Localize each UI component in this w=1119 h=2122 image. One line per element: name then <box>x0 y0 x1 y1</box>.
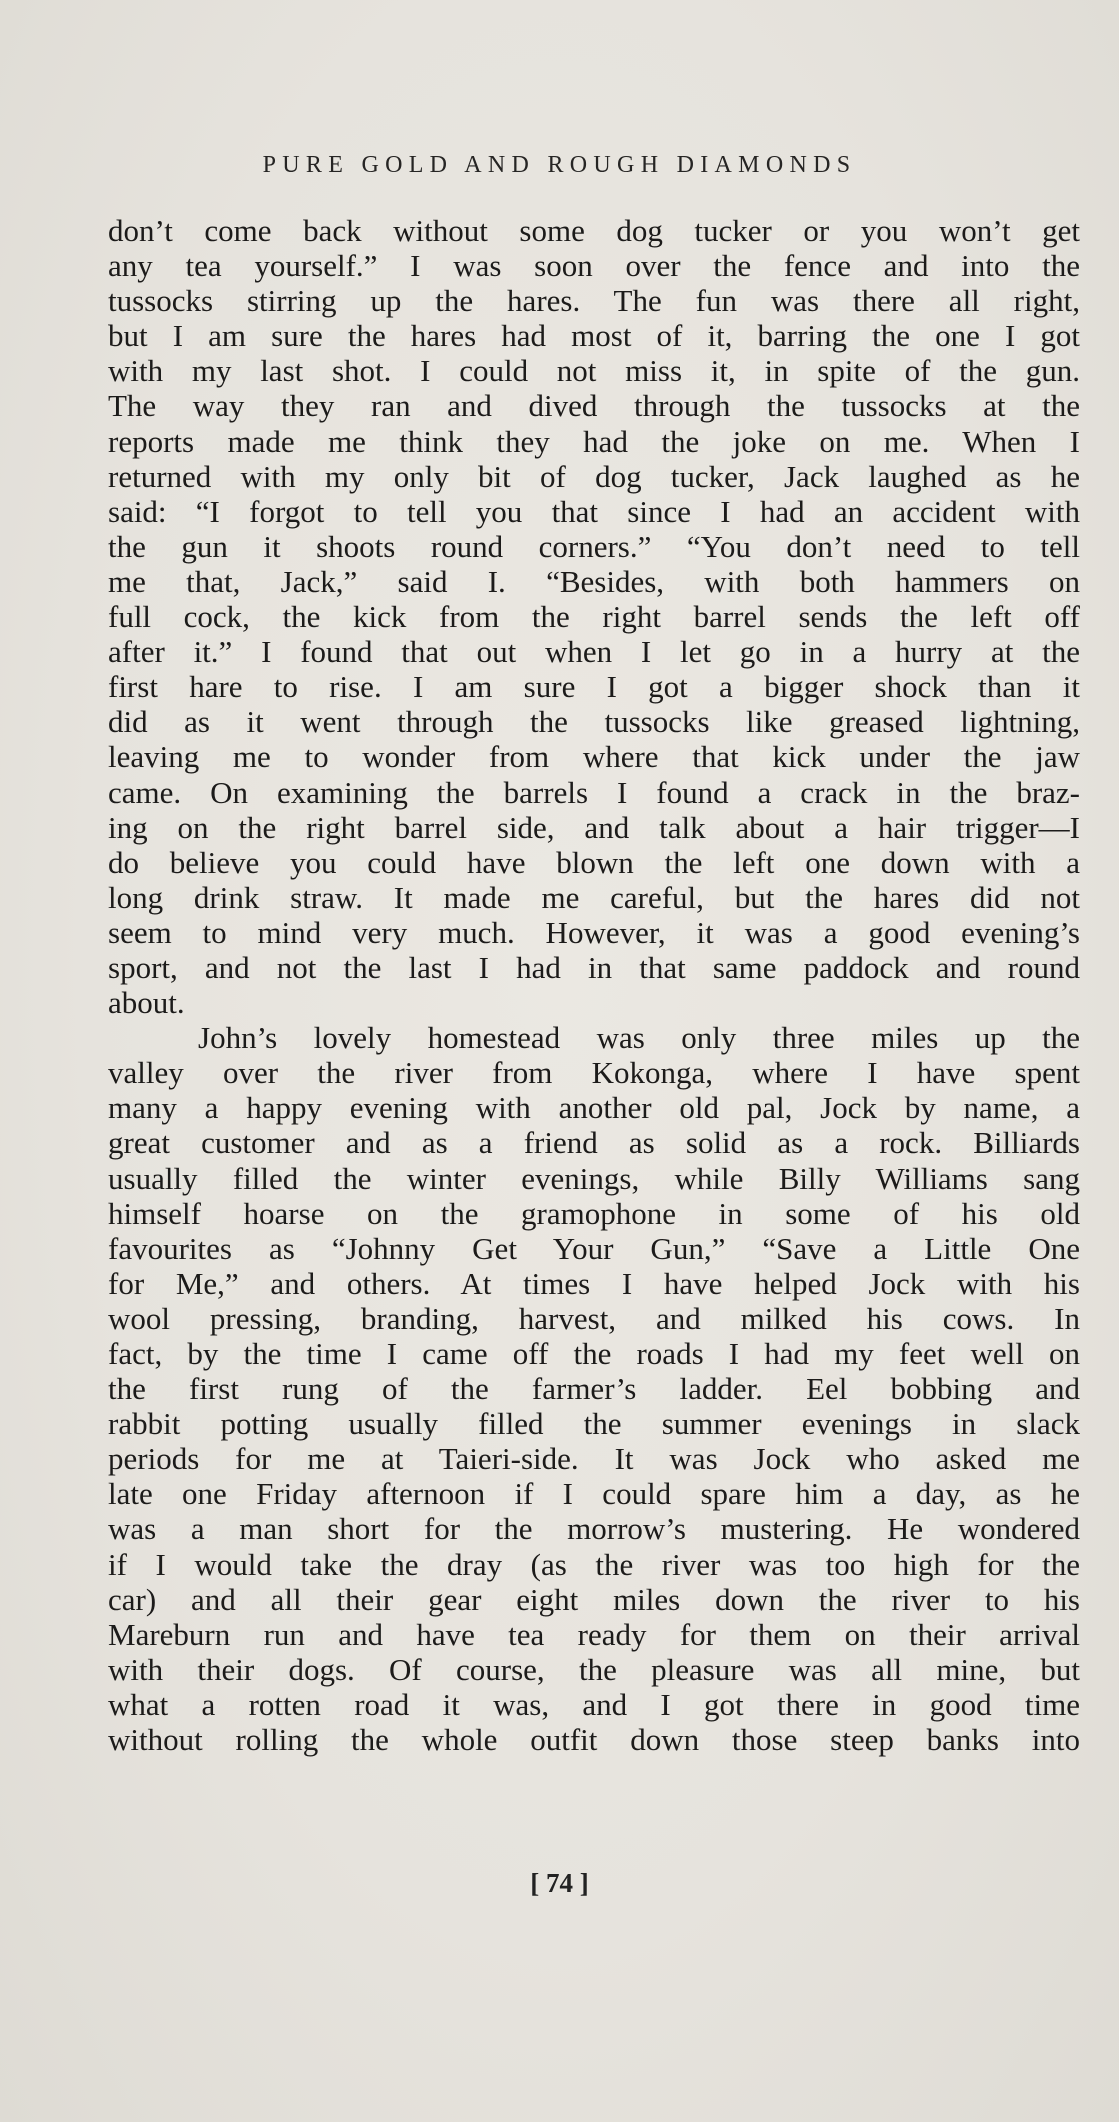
text-line: me that, Jack,” said I. “Besides, with both hammers on <box>108 563 1080 599</box>
text-line: great customer and as a friend as solid as a rock. Billiards <box>108 1125 1080 1161</box>
text-line: many a happy evening with another old pal, Jock by name, a <box>108 1090 1080 1126</box>
body-text <box>108 213 1080 1757</box>
text-line: said: “I forgot to tell you that since I had an accident with <box>108 493 1080 529</box>
text-line: without rolling the whole outfit down those steep banks into <box>108 1722 1080 1758</box>
text-line: himself hoarse on the gramophone in some of his old <box>108 1195 1080 1231</box>
text-line: reports made me think they had the joke on me. When I <box>108 423 1080 459</box>
text-line: The way they ran and dived through the tussocks at the <box>108 388 1080 424</box>
text-line: about. <box>108 985 185 1021</box>
text-line: usually filled the winter evenings, while Billy Williams sang <box>108 1160 1080 1196</box>
text-line: ing on the right barrel side, and talk about a hair trigger—I <box>108 809 1080 845</box>
text-line: sport, and not the last I had in that same paddock and round <box>108 949 1080 985</box>
text-line: for Me,” and others. At times I have helped Jock with his <box>108 1265 1080 1301</box>
text-line: valley over the river from Kokonga, where I have spent <box>108 1055 1080 1091</box>
paragraph <box>108 1020 1080 1757</box>
text-line: late one Friday afternoon if I could spare him a day, as he <box>108 1476 1080 1512</box>
text-line: did as it went through the tussocks like greased lightning, <box>108 704 1080 740</box>
text-line: with my last shot. I could not miss it, in spite of the gun. <box>108 353 1080 389</box>
text-line: Mareburn run and have tea ready for them on their arrival <box>108 1616 1080 1652</box>
text-line: first hare to rise. I am sure I got a bigger shock than it <box>108 669 1080 705</box>
text-line: was a man short for the morrow’s mustering. He wondered <box>108 1511 1080 1547</box>
text-line: favourites as “Johnny Get Your Gun,” “Save a Little One <box>108 1230 1080 1266</box>
text-line: what a rotten road it was, and I got there in good time <box>108 1686 1080 1722</box>
paragraph <box>108 213 1080 1020</box>
text-line: the first rung of the farmer’s ladder. Eel bobbing and <box>108 1371 1080 1407</box>
text-line: came. On examining the barrels I found a crack in the braz- <box>108 774 1080 810</box>
text-line: but I am sure the hares had most of it, barring the one I got <box>108 318 1080 354</box>
text-line: the gun it shoots round corners.” “You don’t need to tell <box>108 528 1080 564</box>
page-number: [ 74 ] <box>530 1868 589 1898</box>
text-line: after it.” I found that out when I let go in a hurry at the <box>108 634 1080 670</box>
text-line: full cock, the kick from the right barrel sends the left off <box>108 599 1080 635</box>
text-line: wool pressing, branding, harvest, and milked his cows. In <box>108 1300 1080 1336</box>
text-line: seem to mind very much. However, it was a good evening’s <box>108 914 1080 950</box>
text-line: returned with my only bit of dog tucker, Jack laughed as he <box>108 458 1080 494</box>
text-line: do believe you could have blown the left one down with a <box>108 844 1080 880</box>
text-line: periods for me at Taieri-side. It was Jock who asked me <box>108 1441 1080 1477</box>
text-line: if I would take the dray (as the river was too high for the <box>108 1546 1080 1582</box>
text-line: long drink straw. It made me careful, but the hares did not <box>108 879 1080 915</box>
running-head: PURE GOLD AND ROUGH DIAMONDS <box>262 152 857 178</box>
text-line: rabbit potting usually filled the summer evenings in slack <box>108 1406 1080 1442</box>
text-line: tussocks stirring up the hares. The fun was there all right, <box>108 283 1080 319</box>
text-line: car) and all their gear eight miles down the river to his <box>108 1581 1080 1617</box>
text-line: don’t come back without some dog tucker or you won’t get <box>108 213 1080 248</box>
text-line: any tea yourself.” I was soon over the fence and into the <box>108 248 1080 284</box>
text-line: John’s lovely homestead was only three miles up the <box>198 1020 1080 1056</box>
text-line: leaving me to wonder from where that kick under the jaw <box>108 739 1080 775</box>
text-line: fact, by the time I came off the roads I had my feet well on <box>108 1336 1080 1371</box>
text-line: with their dogs. Of course, the pleasure was all mine, but <box>108 1651 1080 1687</box>
